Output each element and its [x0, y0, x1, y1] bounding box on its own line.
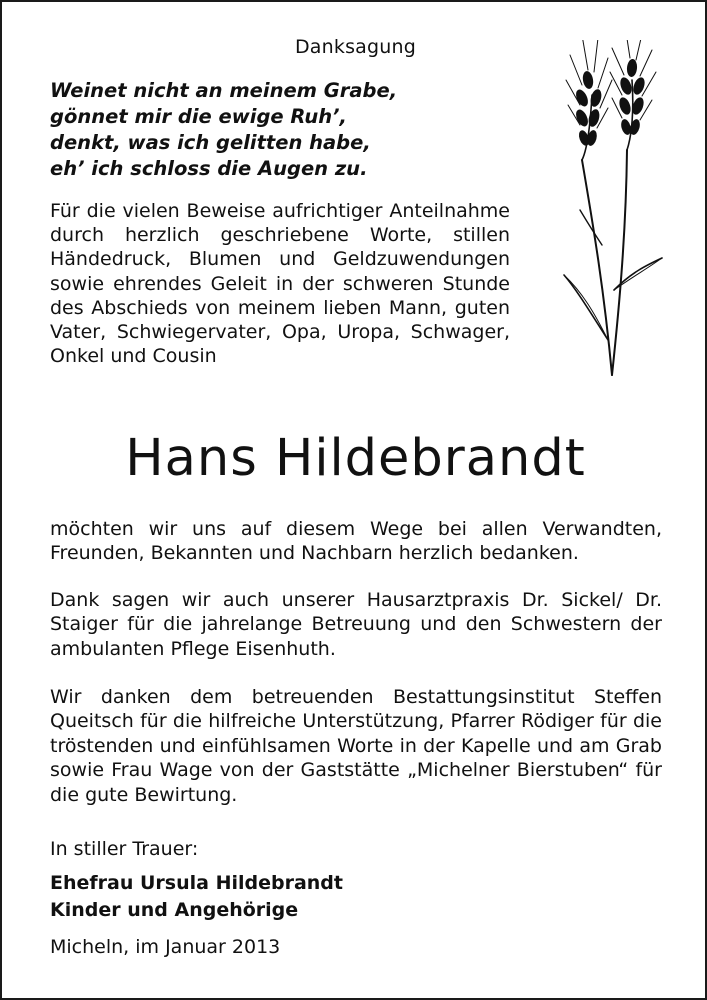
poem-line: eh’ ich schloss die Augen zu. [50, 157, 368, 180]
poem [50, 78, 430, 182]
poem-line: gönnet mir die ewige Ruh’, [50, 105, 347, 128]
thanks-paragraph: Wir danken dem betreuenden Bestattungsinstitut Steffen Queitsch für die hilfreiche Unterstützung, Pfarrer Rödiger für die tröstenden und einfühlsamen Worte in der Kapelle und am Grab sowie Frau Wage von der Gaststätte „Michelner Bierstuben“ für die gute Bewirtung. [50, 686, 662, 806]
poem-line: Weinet nicht an meinem Grabe, [50, 79, 398, 102]
wheat-icon [542, 40, 682, 380]
poem-line: denkt, was ich gelitten habe, [50, 131, 371, 154]
signer: Kinder und Angehörige [50, 899, 299, 921]
signer: Ehefrau Ursula Hildebrandt [50, 872, 343, 894]
thanks-paragraph: möchten wir uns auf diesem Wege bei allen Verwandten, Freunden, Bekannten und Nachbarn herzlich bedanken. [50, 518, 662, 565]
deceased-name: Hans Hildebrandt [125, 429, 586, 488]
mourning-intro: In stiller Trauer: [50, 838, 199, 860]
signers [50, 870, 343, 924]
intro-text: Für die vielen Beweise aufrichtiger Anteilnahme durch herzlich geschriebene Worte, stillen Händedruck, Blumen und Geldzuwendungen sowie ehrendes Geleit in der schweren Stunde des Abschieds von meinem lieben Mann, guten Vater, Schwiegervater, Opa, Uropa, Schwager, Onkel und Cousin [50, 200, 510, 368]
heading: Danksagung [294, 36, 417, 58]
thanks-paragraph: Dank sagen wir auch unserer Hausarztpraxis Dr. Sickel/ Dr. Staiger für die jahrelange Betreuung und den Schwestern der ambulanten Pflege Eisenhuth. [50, 589, 662, 660]
place-date: Micheln, im Januar 2013 [50, 936, 281, 958]
